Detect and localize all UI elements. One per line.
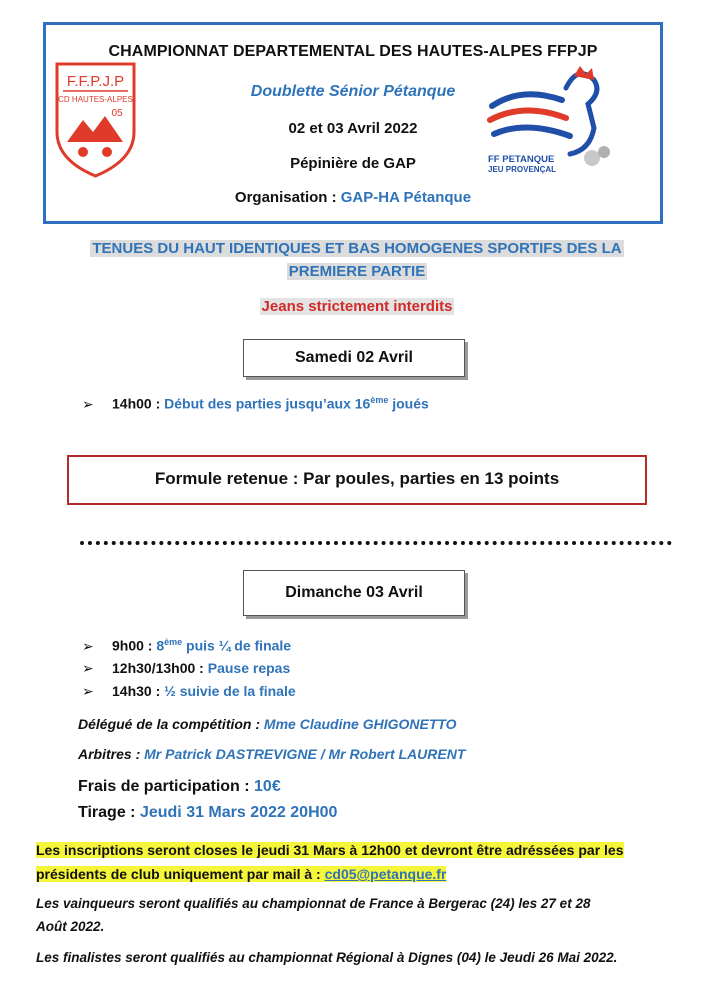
dotted-separator [80, 541, 672, 545]
logo-right-line1: FF PETANQUE [488, 154, 555, 165]
sunday-item [82, 683, 296, 700]
referees-value: Mr Patrick DASTREVIGNE / Mr Robert LAURENT [144, 746, 466, 762]
winners-line2: Août 2022. [36, 919, 105, 934]
draw-value: Jeudi 31 Mars 2022 20H00 [139, 804, 338, 821]
referees-line [78, 746, 465, 762]
organisation [186, 189, 520, 206]
item-time: 14h00 : [112, 395, 165, 412]
saturday-title: Samedi 02 Avril [243, 339, 465, 377]
formula-box: Formule retenue : Par poules, parties en 13 points [67, 455, 647, 505]
item-time: 12h30/13h00 : [112, 660, 208, 676]
sunday-title: Dimanche 03 Avril [243, 570, 465, 616]
sunday-item [82, 660, 290, 677]
dress-code-line2: PREMIERE PARTIE [288, 263, 426, 280]
item-time: 9h00 : [112, 637, 157, 654]
item-text: Début des parties jusqu’aux 16 [164, 395, 371, 412]
referees-label: Arbitres : [78, 746, 145, 762]
ffpjp-shield-logo [53, 60, 138, 180]
logo-sub: CD HAUTES-ALPES [58, 95, 133, 104]
competition-dates: 02 et 03 Avril 2022 [288, 120, 418, 137]
organisation-value: GAP-HA Pétanque [340, 189, 472, 206]
arrow-bullet-icon: ➢ [82, 637, 94, 654]
item-text: 8 [156, 637, 165, 654]
item-sup: ème [164, 637, 183, 647]
arrow-bullet-icon: ➢ [82, 683, 94, 699]
delegate-value: Mme Claudine GHIGONETTO [263, 716, 457, 732]
item-text-end: joués [388, 395, 429, 412]
winners-line1: Les vainqueurs seront qualifiés au championnat de France à Bergerac (24) les 27 et 28 [36, 896, 591, 911]
inscriptions-line2: présidents de club uniquement par mail à : [36, 866, 325, 882]
inscriptions-notice [36, 838, 676, 886]
ball-icon [78, 147, 88, 157]
ff-petanque-rooster-logo [482, 58, 612, 178]
item-time: 14h30 : [112, 683, 165, 699]
competition-place: Pépinière de GAP [290, 155, 416, 172]
item-sup: ème [370, 395, 389, 405]
delegate-label: Délégué de la compétition : [78, 716, 264, 732]
fees-label: Frais de participation : [78, 778, 255, 795]
finalists-qualification: Les finalistes seront qualifiés au championnat Régional à Dignes (04) le Jeudi 26 Mai 2022. [36, 950, 618, 965]
arrow-bullet-icon: ➢ [82, 395, 94, 412]
organisation-label: Organisation : [234, 189, 341, 206]
saturday-item [82, 395, 429, 413]
email-link[interactable]: cd05@petanque.fr [324, 866, 447, 882]
logo-right-line2: JEU PROVENÇAL [488, 165, 557, 174]
draw-label: Tirage : [78, 804, 140, 821]
dress-code-notice [60, 237, 654, 283]
winners-qualification [36, 892, 681, 938]
fees-line [78, 778, 281, 796]
sunday-item [82, 637, 291, 655]
ball-icon [102, 147, 112, 157]
championship-title: CHAMPIONNAT DEPARTEMENTAL DES HAUTES-ALPES FFPJP [108, 43, 598, 60]
dress-code-line1: TENUES DU HAUT IDENTIQUES ET BAS HOMOGENES SPORTIFS DES LA [92, 240, 622, 257]
logo-num: 05 [111, 108, 123, 119]
delegate-line [78, 716, 457, 732]
item-text-end: puis ¼ de finale [182, 637, 292, 654]
ball-icon [584, 150, 600, 166]
inscriptions-line1: Les inscriptions seront closes le jeudi 31 Mars à 12h00 et devront être adréssées par les [36, 842, 624, 858]
fees-value: 10€ [254, 778, 281, 795]
jeans-text: Jeans strictement interdits [261, 298, 453, 315]
competition-subtitle: Doublette Sénior Pétanque [250, 83, 456, 100]
logo-letters: F.F.P.J.P [66, 73, 125, 90]
ball-icon [598, 146, 610, 158]
jeans-notice [0, 298, 714, 315]
item-text: Pause repas [207, 660, 291, 676]
arrow-bullet-icon: ➢ [82, 660, 94, 676]
draw-line [78, 804, 337, 822]
item-text: ½ suivie de la finale [164, 683, 296, 699]
